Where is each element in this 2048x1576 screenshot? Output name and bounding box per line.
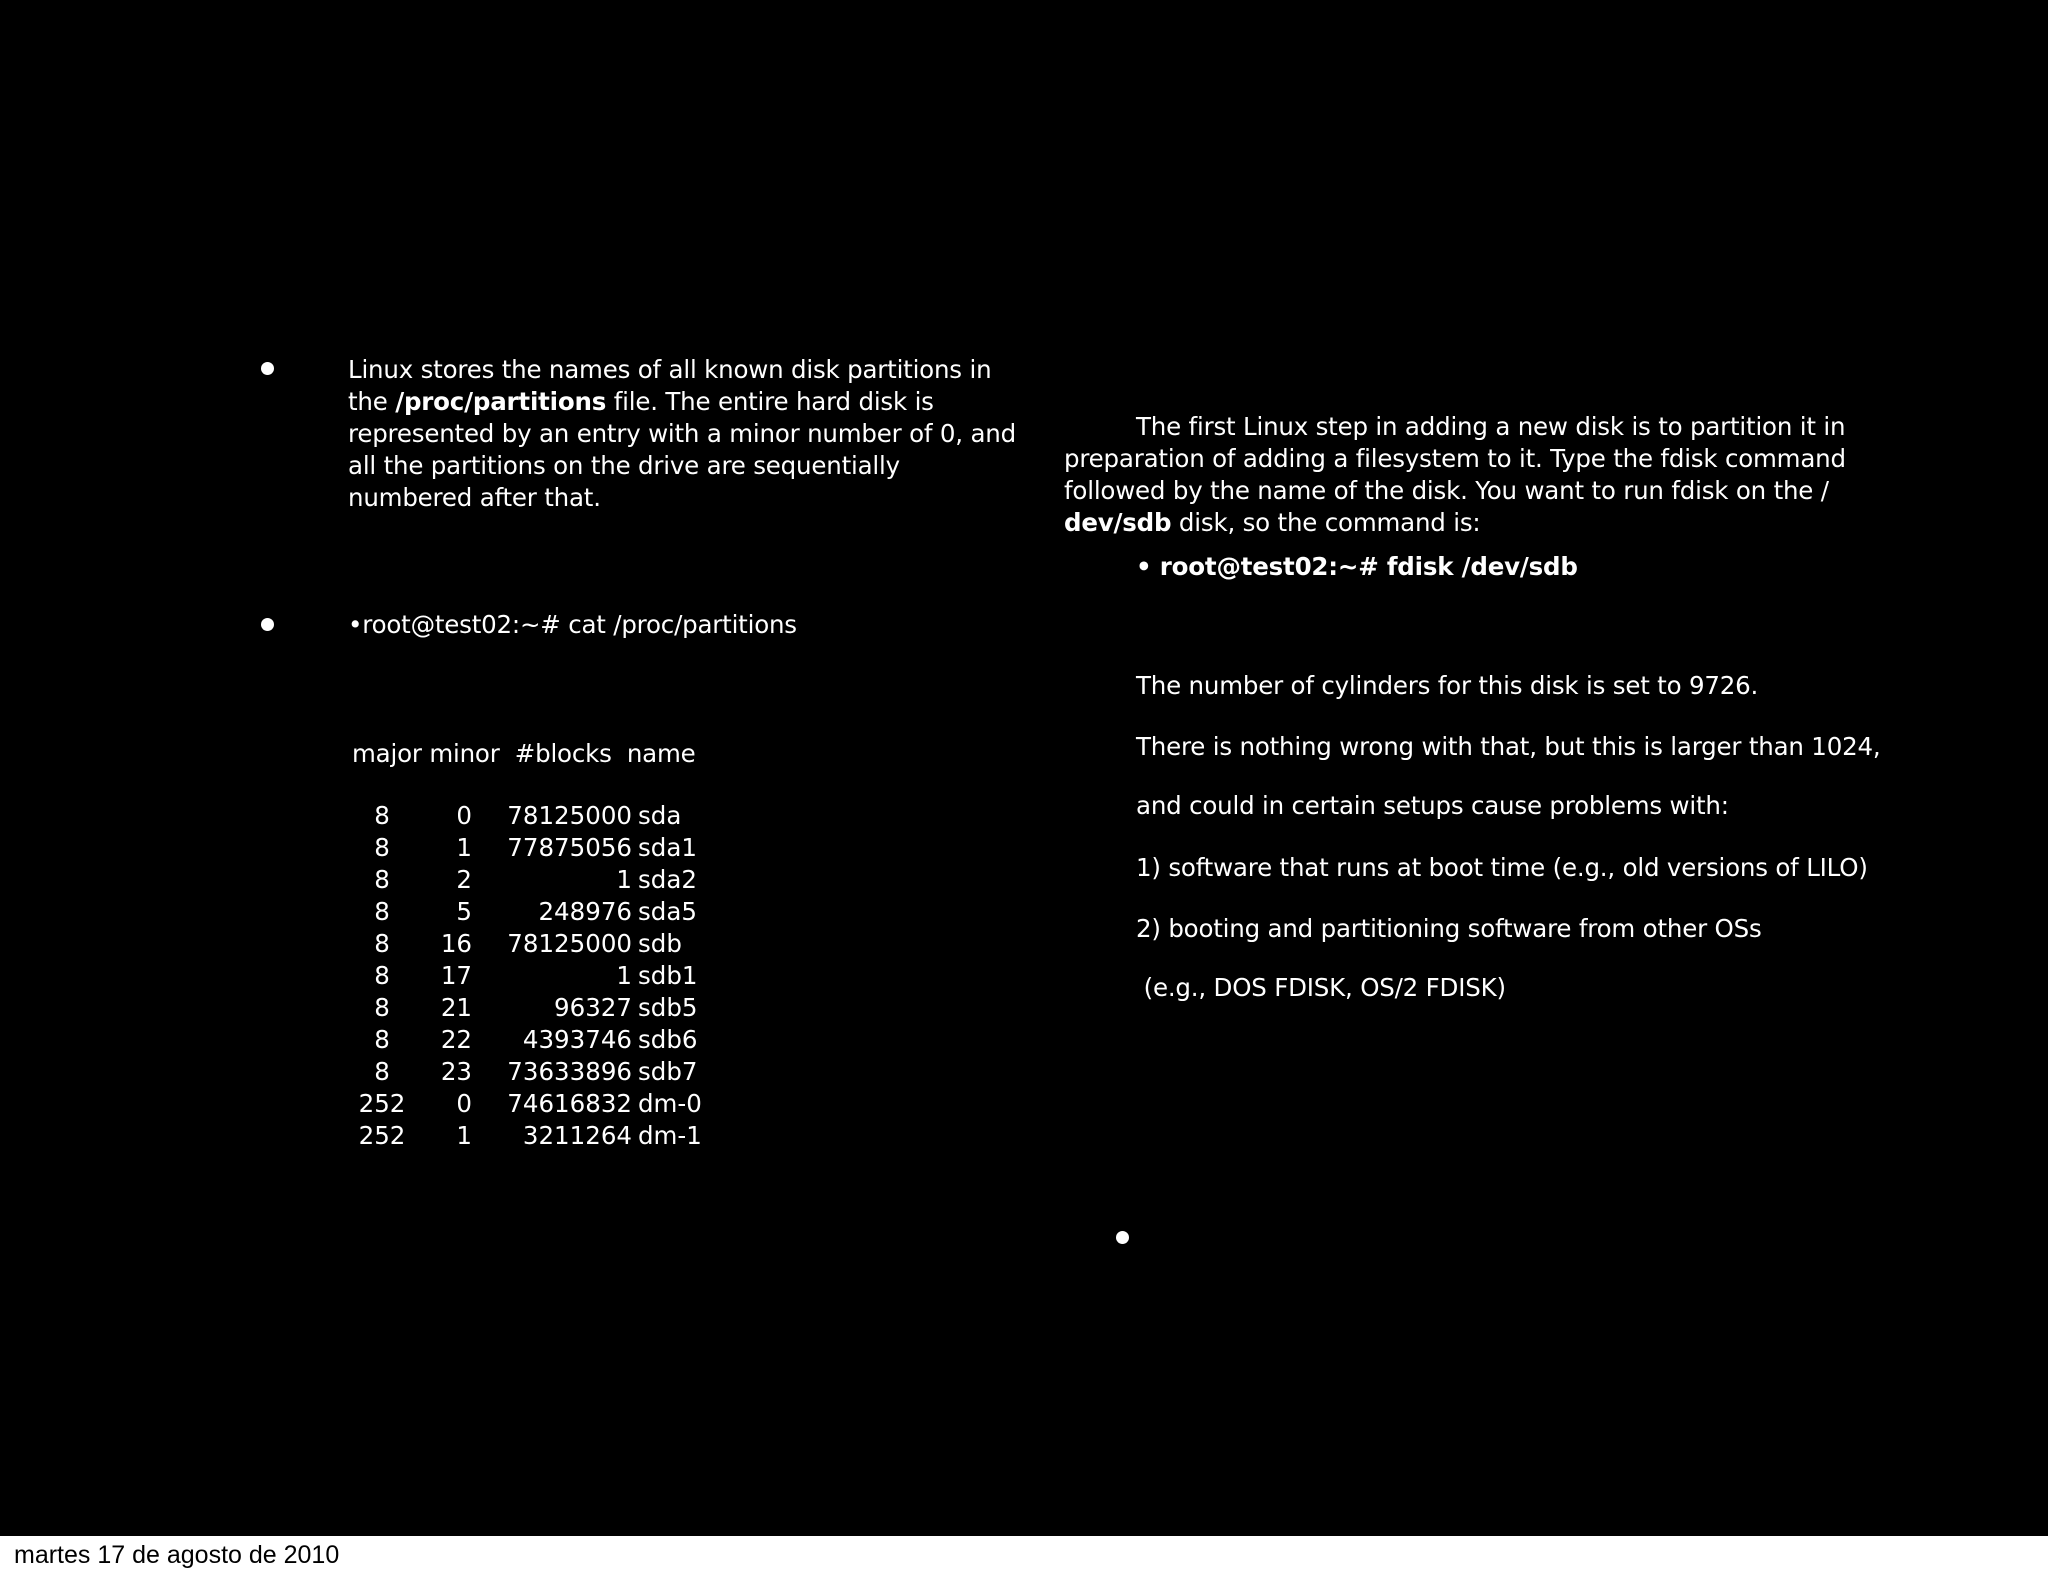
- partition-major: 8: [374, 993, 390, 1022]
- bullet-icon: [1116, 1231, 1129, 1244]
- bullet-icon: [261, 618, 274, 631]
- partition-blocks: 3211264: [522, 1121, 632, 1150]
- partition-minor: 5: [456, 897, 472, 926]
- partitions-table: [352, 800, 748, 1152]
- partition-major: 8: [374, 801, 390, 830]
- partition-minor: 16: [440, 929, 472, 958]
- table-row: [352, 800, 748, 832]
- partition-minor: 0: [456, 801, 472, 830]
- fdisk-message: and could in certain setups cause problems with:: [1136, 791, 1729, 820]
- table-row: [352, 928, 748, 960]
- partition-major: 8: [374, 1025, 390, 1054]
- fdisk-message: 2) booting and partitioning software from other OSs: [1136, 914, 1762, 943]
- partition-minor: 22: [440, 1025, 472, 1054]
- fdisk-message: The number of cylinders for this disk is set to 9726.: [1136, 671, 1759, 700]
- partition-major: 8: [374, 833, 390, 862]
- paragraph-line: Linux stores the names of all known disk partitions in: [348, 355, 992, 384]
- paragraph-line: dev/sdb disk, so the command is:: [1064, 508, 1481, 537]
- partition-blocks: 1: [616, 961, 632, 990]
- table-row: [352, 864, 748, 896]
- partition-minor: 21: [440, 993, 472, 1022]
- table-row: [352, 960, 748, 992]
- partition-major: 8: [374, 929, 390, 958]
- paragraph-line: the /proc/partitions file. The entire hard disk is: [348, 387, 934, 416]
- partitions-paragraph: [348, 354, 1016, 514]
- partition-name: sdb: [638, 929, 682, 958]
- partition-blocks: 74616832: [507, 1089, 632, 1118]
- paragraph-line: followed by the name of the disk. You want to run fdisk on the /: [1064, 476, 1829, 505]
- partition-name: sda: [638, 801, 682, 830]
- partition-name: dm-1: [638, 1121, 702, 1150]
- fdisk-intro-paragraph: [1064, 411, 1846, 539]
- paragraph-line: all the partitions on the drive are sequentially: [348, 451, 900, 480]
- table-row: [352, 832, 748, 864]
- partition-minor: 1: [456, 833, 472, 862]
- partition-name: sdb5: [638, 993, 698, 1022]
- dev-sdb-path: dev/sdb: [1064, 508, 1172, 537]
- partition-minor: 2: [456, 865, 472, 894]
- proc-partitions-path: /proc/partitions: [395, 387, 607, 416]
- partition-blocks: 77875056: [507, 833, 632, 862]
- partitions-table-header: major minor #blocks name: [352, 739, 696, 768]
- table-row: [352, 1024, 748, 1056]
- partition-blocks: 73633896: [507, 1057, 632, 1086]
- table-row: [352, 1056, 748, 1088]
- partition-blocks: 78125000: [507, 801, 632, 830]
- partition-blocks: 4393746: [522, 1025, 632, 1054]
- partition-blocks: 1: [616, 865, 632, 894]
- table-row: [352, 1120, 748, 1152]
- table-row: [352, 896, 748, 928]
- partition-blocks: 96327: [554, 993, 632, 1022]
- partition-minor: 0: [456, 1089, 472, 1118]
- table-row: [352, 992, 748, 1024]
- partition-name: dm-0: [638, 1089, 702, 1118]
- paragraph-line: The first Linux step in adding a new disk is to partition it in: [1136, 412, 1846, 441]
- partition-name: sda2: [638, 865, 697, 894]
- partition-major: 8: [374, 1057, 390, 1086]
- footer-date: martes 17 de agosto de 2010: [14, 1541, 340, 1569]
- partition-name: sdb1: [638, 961, 698, 990]
- partition-minor: 17: [440, 961, 472, 990]
- partition-name: sdb7: [638, 1057, 698, 1086]
- partition-minor: 1: [456, 1121, 472, 1150]
- bullet-icon: [261, 362, 274, 375]
- partition-major: 8: [374, 865, 390, 894]
- partition-major: 252: [358, 1089, 406, 1118]
- fdisk-command: • root@test02:~# fdisk /dev/sdb: [1136, 552, 1578, 581]
- partition-major: 8: [374, 961, 390, 990]
- partition-name: sda5: [638, 897, 697, 926]
- partition-minor: 23: [440, 1057, 472, 1086]
- partition-major: 8: [374, 897, 390, 926]
- fdisk-message: 1) software that runs at boot time (e.g., old versions of LILO): [1136, 853, 1868, 882]
- fdisk-message: (e.g., DOS FDISK, OS/2 FDISK): [1136, 973, 1506, 1002]
- partition-blocks: 248976: [538, 897, 632, 926]
- partition-major: 252: [358, 1121, 406, 1150]
- paragraph-line: preparation of adding a filesystem to it. Type the fdisk command: [1064, 444, 1846, 473]
- partition-name: sda1: [638, 833, 697, 862]
- table-row: [352, 1088, 748, 1120]
- paragraph-line: numbered after that.: [348, 483, 601, 512]
- partition-name: sdb6: [638, 1025, 698, 1054]
- paragraph-line: represented by an entry with a minor number of 0, and: [348, 419, 1016, 448]
- cat-partitions-command: •root@test02:~# cat /proc/partitions: [348, 610, 797, 639]
- fdisk-message: There is nothing wrong with that, but this is larger than 1024,: [1136, 732, 1881, 761]
- partition-blocks: 78125000: [507, 929, 632, 958]
